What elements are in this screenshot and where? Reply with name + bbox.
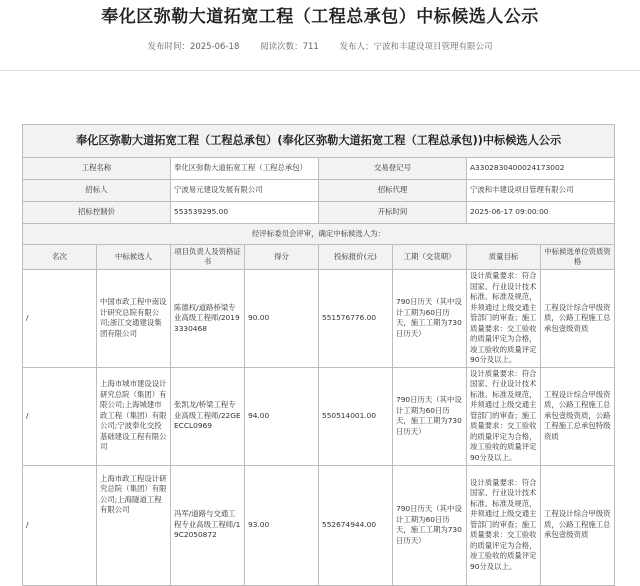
- col-qualification: 中标候选单位资质资格: [541, 245, 615, 270]
- qualification-cell: 工程设计综合甲级资质，公路工程施工总承包壹级资质: [541, 270, 615, 368]
- publish-time: [147, 42, 239, 52]
- eval-note-row: [23, 224, 615, 245]
- table-caption-row: [23, 125, 615, 158]
- trade-no-value: A3302830400024173002: [467, 158, 615, 180]
- quality-cell: 设计质量要求：符合国家、行业设计技术标准、标准及规范，并须通过上级交通主管部门的审查；施工质量要求：交工验收的质量评定为合格，竣工验收的质量评定90分及以上。: [467, 367, 541, 465]
- period-cell: 790日历天（其中设计工期为60日历天，施工工期为730日历天）: [393, 367, 467, 465]
- manager-cell: 冯军/道路与交通工程专业高级工程师/19C2050872: [171, 465, 245, 585]
- col-price: 投标报价(元): [319, 245, 393, 270]
- manager-cell: 张凯龙/桥梁工程专业高级工程师/22GEECCL0969: [171, 367, 245, 465]
- candidate-notice-table: [22, 124, 615, 586]
- qualification-cell: 工程设计综合甲级资质，公路工程施工总承包壹级资质，公路工程施工总承包特级资质: [541, 367, 615, 465]
- view-count-value: 711: [302, 42, 319, 52]
- price-cell: 551576776.00: [319, 270, 393, 368]
- table-row: [23, 367, 615, 465]
- qualification-cell: 工程设计综合甲级资质，公路工程施工总承包壹级资质: [541, 465, 615, 585]
- project-name-value: 奉化区弥勒大道拓宽工程（工程总承包）: [171, 158, 319, 180]
- manager-cell: 陈德权/道路桥梁专业高级工程师/20193330468: [171, 270, 245, 368]
- table-row: [23, 270, 615, 368]
- rank-cell: /: [23, 270, 97, 368]
- score-cell: 90.00: [245, 270, 319, 368]
- tenderer-value: 宁波易元建设发展有限公司: [171, 180, 319, 202]
- candidate-cell: 上海市城市建设设计研究总院（集团）有限公司;上海城建市政工程（集团）有限公司;宁波奉化交投基础建设工程有限公司: [97, 367, 171, 465]
- view-count: [260, 42, 319, 52]
- rank-cell: /: [23, 465, 97, 585]
- publish-time-label: 发布时间：: [147, 42, 190, 52]
- header-divider: [0, 70, 640, 71]
- project-name-label: 工程名称: [23, 158, 171, 180]
- price-cap-label: 招标控制价: [23, 202, 171, 224]
- publisher: [340, 42, 493, 52]
- col-quality: 质量目标: [467, 245, 541, 270]
- col-candidate: 中标候选人: [97, 245, 171, 270]
- score-cell: 94.00: [245, 367, 319, 465]
- price-cell: 550514001.00: [319, 367, 393, 465]
- period-cell: 790日历天（其中设计工期为60日历天，施工工期为730日历天）: [393, 270, 467, 368]
- price-cell: 552674944.00: [319, 465, 393, 585]
- publisher-label: 发布人：: [339, 42, 374, 52]
- article-meta: [0, 40, 640, 52]
- publisher-value: 宁波和丰建设项目管理有限公司: [373, 42, 493, 52]
- quality-cell: 设计质量要求：符合国家、行业设计技术标准、标准及规范，并须通过上级交通主管部门的审查；施工质量要求：交工验收的质量评定为合格，竣工验收的质量评定90分及以上。: [467, 270, 541, 368]
- open-time-label: 开标时间: [319, 202, 467, 224]
- publish-time-value: 2025-06-18: [189, 42, 240, 52]
- table-row: [23, 465, 615, 585]
- price-cap-value: 553539295.00: [171, 202, 319, 224]
- eval-note: 经评标委员会评审，确定中标候选人为：: [23, 224, 615, 245]
- column-header-row: [23, 245, 615, 270]
- candidate-cell: 上海市政工程设计研究总院（集团）有限公司;上海隧道工程有限公司: [97, 465, 171, 585]
- col-score: 得分: [245, 245, 319, 270]
- info-row-price: [23, 202, 615, 224]
- agent-value: 宁波和丰建设项目管理有限公司: [467, 180, 615, 202]
- quality-cell: 设计质量要求：符合国家、行业设计技术标准、标准及规范，并须通过上级交通主管部门的审查；施工质量要求：交工验收的质量评定为合格，竣工验收的质量评定90分及以上。: [467, 465, 541, 585]
- rank-cell: /: [23, 367, 97, 465]
- info-row-project: [23, 158, 615, 180]
- col-period: 工期（交货期）: [393, 245, 467, 270]
- page-title: 奉化区弥勒大道拓宽工程（工程总承包）中标候选人公示: [101, 7, 539, 27]
- table-caption: 奉化区弥勒大道拓宽工程（工程总承包）(奉化区弥勒大道拓宽工程（工程总承包))中标候选人公示: [23, 125, 615, 158]
- score-cell: 93.00: [245, 465, 319, 585]
- trade-no-label: 交易登记号: [319, 158, 467, 180]
- col-manager: 项目负责人及资格证书: [171, 245, 245, 270]
- view-count-label: 阅读次数：: [260, 42, 303, 52]
- open-time-value: 2025-06-17 09:00:00: [467, 202, 615, 224]
- agent-label: 招标代理: [319, 180, 467, 202]
- col-rank: 名次: [23, 245, 97, 270]
- period-cell: 790日历天（其中设计工期为60日历天，施工工期为730日历天）: [393, 465, 467, 585]
- tenderer-label: 招标人: [23, 180, 171, 202]
- candidate-cell: 中国市政工程中南设计研究总院有限公司;浙江交通建设集团有限公司: [97, 270, 171, 368]
- info-row-tenderer: [23, 180, 615, 202]
